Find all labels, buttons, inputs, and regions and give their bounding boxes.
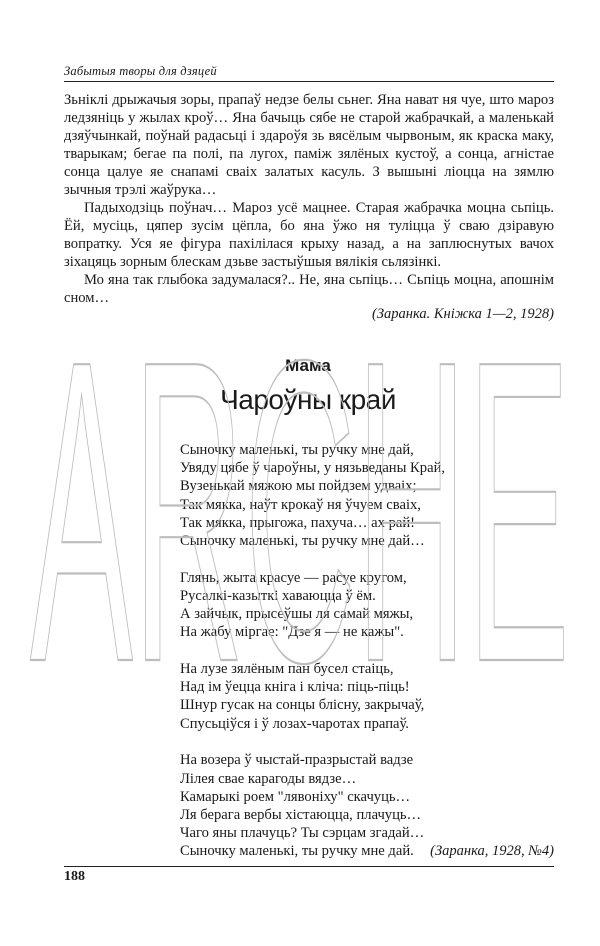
running-header: Забытыя творы для дзяцей xyxy=(64,64,217,78)
poem-stanza xyxy=(180,569,480,642)
poem-line: Глянь, жыта красуе — расуе кругом, xyxy=(180,569,407,586)
poem-line: Вузенькай мяжою мы пойдзем удваіх; xyxy=(180,478,417,495)
poem-stanza xyxy=(180,441,480,550)
poem-line: Так мякка, прыгожа, пахуча… ах рай! xyxy=(180,514,416,531)
poem-line: Увяду цябе ў чароўны, у нязьведаны Край, xyxy=(180,460,446,477)
poem-line: А зайчык, прысеўшы ля самай мяжы, xyxy=(180,606,414,623)
prose-block xyxy=(64,91,554,307)
page-number: 188 xyxy=(64,869,85,884)
prose-source: (Зaранка. Кніжка 1—2, 1928) xyxy=(372,306,554,322)
poem-line: Над ім ўецца кнігa і кліча: піць-піць! xyxy=(180,679,410,696)
poem-line: Русалкі-казыткі хаваюцца ў ём. xyxy=(180,587,376,604)
poem-line: На возера ў чыстай-празрыстай вадзе xyxy=(180,752,414,769)
prose-paragraph-2: Падыходзіць поўнач… Мароз усё мацнее. Старая жабрачка моцна сьпіць. Ёй, мусіць, цяпер зусім цёпла, бо яна ўжо ня туліцца ў сваю дзіравую вопратку. Уся яе фігура пахілілася крыху назад, а на заплюснутых вачох зіхацяць зорным блескам дзьве застыўшыя вялікія сьлязінкі. xyxy=(64,200,554,270)
poem-line: Сыночку маленькі, ты ручку мне дай, xyxy=(180,442,414,458)
poem-title: Чароўны край xyxy=(220,384,396,415)
header-rule xyxy=(64,81,554,82)
poem-author: Мама xyxy=(285,356,331,375)
poem-line: Сыночку маленькі, ты ручку мне дай. xyxy=(180,843,414,860)
poem-line: Чаго яны плачуць? Ты сэрцам згадай… xyxy=(180,825,425,842)
poem-line: Шнур гусак на сонцы блісну, закрычаў, xyxy=(180,697,425,714)
poem-line: На лузе зялёным пан бусел стаіць, xyxy=(180,661,394,678)
poem-source: (Заранка, 1928, №4) xyxy=(430,843,554,859)
poem-line: Сыночку маленькі, ты ручку мне дай… xyxy=(180,533,425,550)
poem-line: Ля берага вербы хістаюцца, плачуць… xyxy=(180,806,422,823)
prose-paragraph-3: Мо яна так глыбока задумалася?.. Не, яна сьпіць… Сьпіць моцна, апошнім сном… xyxy=(64,272,554,306)
prose-paragraph-1: Зьніклі дрыжачыя зоры, прапаў недзе белы сьнег. Яна нават ня чуе, што мароз ледзяніць у жылах крoў… Яна бачыць сябе не старой жабрачкай, а маленькай дзяўчынкай, поўнай радасьці і здароўя зь вясёлым чырвоным, як краска маку, тварыкам; бегае па полі, па лугох, паміж зялёных кустоў, а сонца, агністае сонца цалуе яе снапамі сваіх залатых касуль. З вышыні ліоцца на зямлю зычныя трэлі жаўрука… xyxy=(64,92,554,198)
footer-rule xyxy=(64,866,554,867)
poem-line: Камарыкі роем "лявоніху" скачуць… xyxy=(180,788,411,805)
poem-line: Лілея свае карагоды вядзе… xyxy=(180,770,357,787)
poem-stanza xyxy=(180,660,480,733)
poem-line: На жабу міргае: "Дзе я — не кажы". xyxy=(180,624,404,641)
poem-line: Спусьціўся і ў лозах-чаротах прапаў. xyxy=(180,715,409,732)
poem-line: Так мякка, наўт крокаў ня ўчуем сваіх, xyxy=(180,496,421,513)
watermark-text: ARCHE xyxy=(30,272,570,680)
poem-body xyxy=(180,441,480,879)
